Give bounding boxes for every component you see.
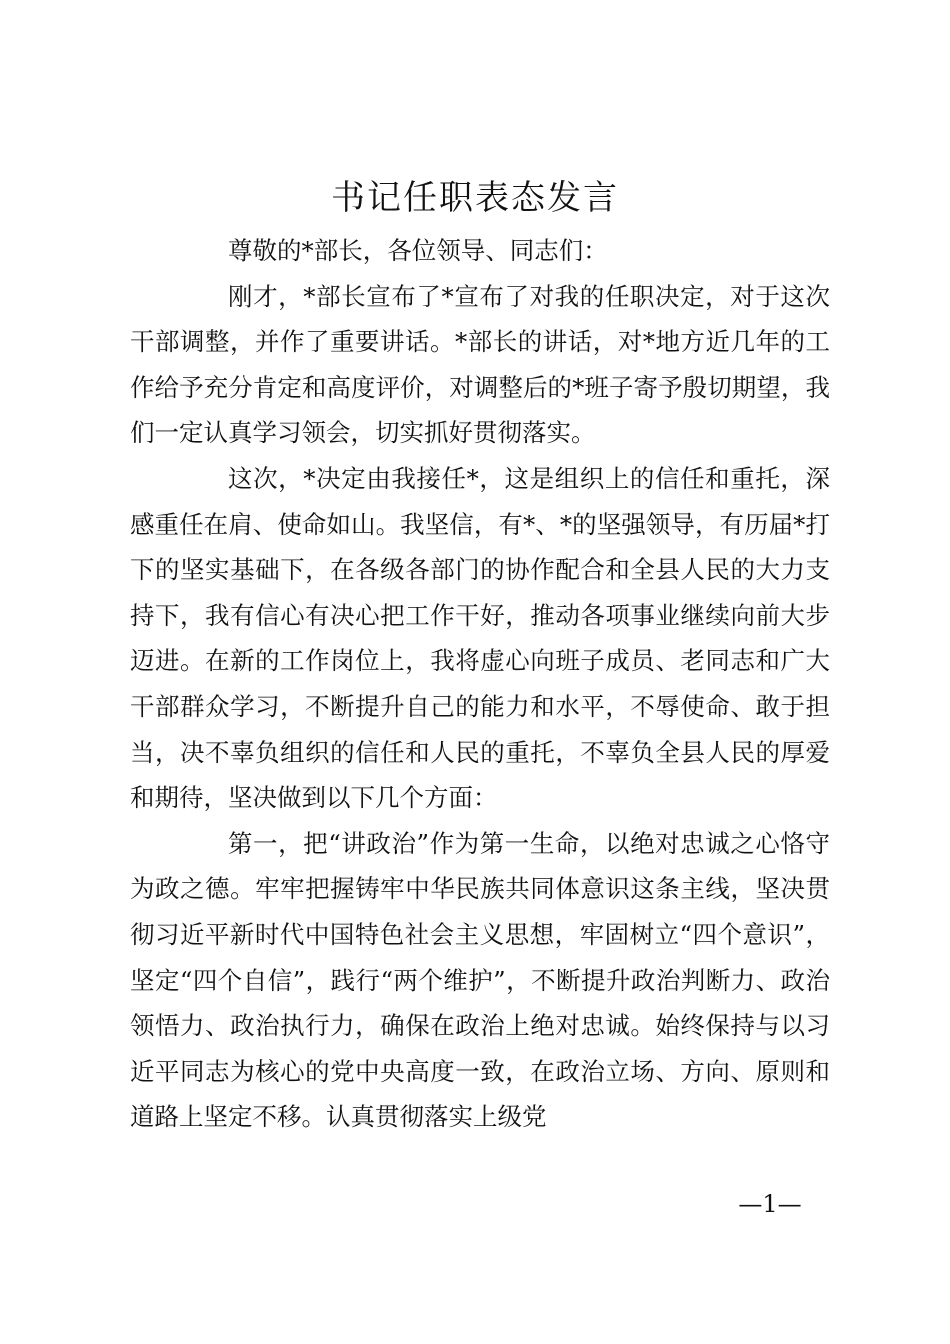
- greeting-paragraph: 尊敬的*部长，各位领导、同志们：: [228, 236, 608, 265]
- body-paragraph: 这次，*决定由我接任*，这是组织上的信任和重托，深感重任在肩、使命如山。我坚信，有*、*的坚强领导，有历届*打下的坚实基础下，在各级各部门的协作配合和全县人民的大力支持下，我有信心有决心把工作干好，推动各项事业继续向前大步迈进。在新的工作岗位上，我将虚心向班子成员、老同志和广大干部群众学习，不断提升自己的能力和水平，不辱使命、敢于担当，决不辜负组织的信任和人民的重托，不辜负全县人民的厚爱和期待，坚决做到以下几个方面：: [130, 463, 830, 813]
- body-paragraph: 第一，把“讲政治”作为第一生命，以绝对忠诚之心恪守为政之德。牢牢把握铸牢中华民族共同体意识这条主线，坚决贯彻习近平新时代中国特色社会主义思想，牢固树立“四个意识”，坚定“四个自信”，践行“两个维护”，不断提升政治判断力、政治领悟力、政治执行力，确保在政治上绝对忠诚。始终保持与以习近平同志为核心的党中央高度一致，在政治立场、方向、原则和道路上坚定不移。认真贯彻落实上级党: [130, 828, 830, 1132]
- document-body: [130, 228, 830, 1140]
- page-number: —1—: [738, 1190, 802, 1218]
- document-title: 书记任职表态发言: [331, 178, 619, 218]
- body-paragraph: 刚才，*部长宣布了*宣布了对我的任职决定，对于这次干部调整，并作了重要讲话。*部长的讲话，对*地方近几年的工作给予充分肯定和高度评价，对调整后的*班子寄予殷切期望，我们一定认真学习领会，切实抓好贯彻落实。: [130, 281, 830, 448]
